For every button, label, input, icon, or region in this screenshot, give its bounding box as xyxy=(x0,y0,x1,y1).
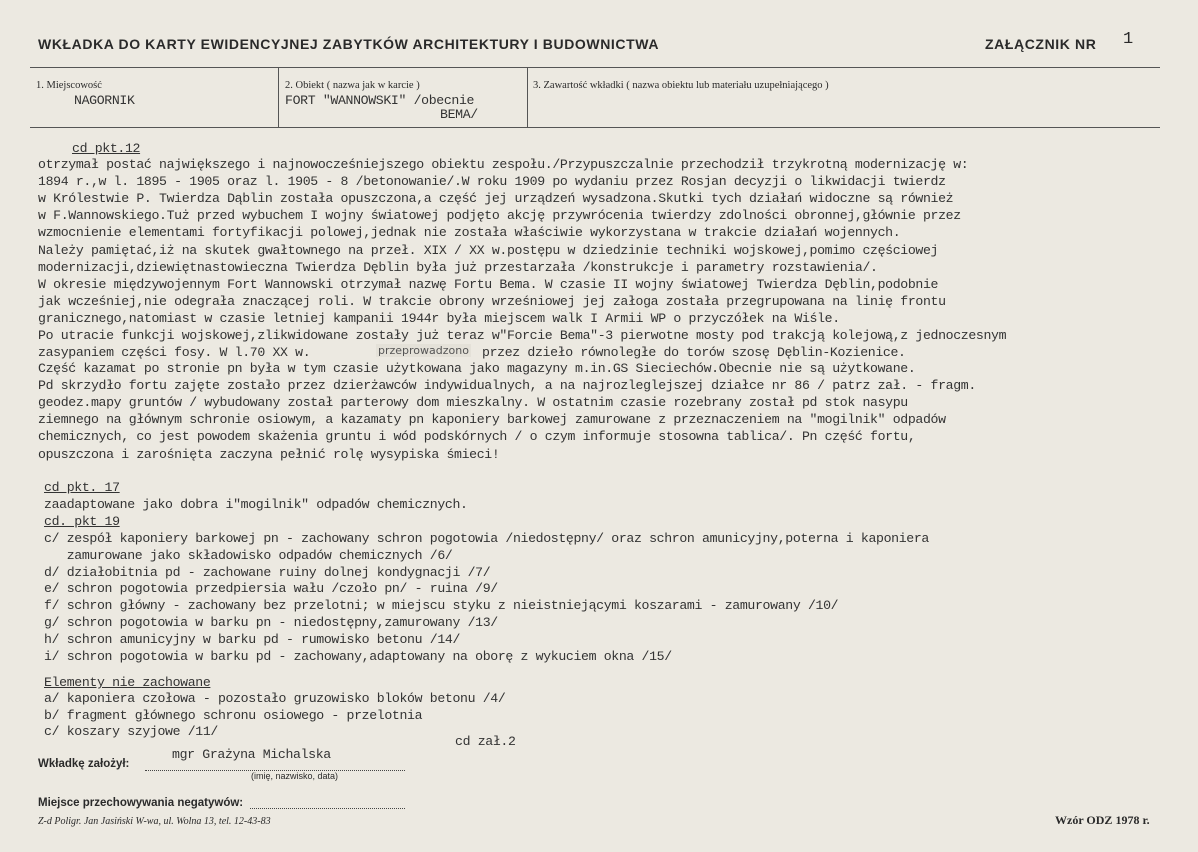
field-divider-2 xyxy=(527,67,528,127)
list-item: a/ kaponiera czołowa - pozostało gruzowisko bloków betonu /4/ xyxy=(44,691,506,706)
field-obiekt-value-line1: FORT "WANNOWSKI" /obecnie xyxy=(285,93,475,108)
text-line: 1894 r.,w l. 1895 - 1905 oraz l. 1905 - 8 /betonowanie/.W roku 1909 po wydaniu przez Rosjan decyzji o likwidacji twierdz xyxy=(38,174,946,190)
field-miejscowosc-label: 1. Miejscowość xyxy=(36,80,102,91)
list-item: d/ działobitnia pd - zachowane ruiny dolnej kondygnacji /7/ xyxy=(44,564,491,580)
text-line: w F.Wannowskiego.Tuż przed wybuchem I wojny światowej podjęto akcję przywrócenia twierdzy zdolności obronnej,głównie przez xyxy=(38,208,961,224)
text-line: Pd skrzydło fortu zajęte zostało przez dzierżawców indywidualnych, a na najrozleglejszej działce nr 86 / patrz zał. - fragm. xyxy=(38,378,976,394)
text-line: jak wcześniej,nie odegrała znaczącej roli. W trakcie obrony wrześniowej jej załoga została przegrupowana na linię frontu xyxy=(38,293,946,309)
field-obiekt-label: 2. Obiekt ( nazwa jak w karcie ) xyxy=(285,80,420,91)
section-heading-pkt12: cd pkt.12 xyxy=(72,141,141,156)
storage-dotted-line xyxy=(250,808,405,809)
storage-label: Miejsce przechowywania negatywów: xyxy=(38,797,244,809)
list-item: b/ fragment głównego schronu osiowego - przelotnia xyxy=(44,707,423,723)
list-item: e/ schron pogotowia przedpiersia wału /czoło pn/ - ruina /9/ xyxy=(44,581,498,597)
text-line: chemicznych, co jest powodem skażenia gruntu i wód podskórnych / o czym informuje stosowna tablica/. Pn część fortu, xyxy=(38,429,916,445)
field-zawartosc-label: 3. Zawartość wkładki ( nazwa obiektu lub materiału uzupełniającego ) xyxy=(533,80,829,91)
field-divider-1 xyxy=(278,67,279,127)
text-line: w Królestwie P. Twierdza Dąblin została opuszczona,a część jej urządzeń wysadzona.Skutki tych działań widoczne są również xyxy=(38,191,954,207)
pkt12-line-continuation: przez dzieło równoległe do torów szosę Dęblin-Kozienice. xyxy=(482,345,906,360)
handwritten-note: przeprowadzono xyxy=(378,344,469,357)
list-item: h/ schron amunicyjny w barku pd - rumowisko betonu /14/ xyxy=(44,631,461,647)
list-item: f/ schron główny - zachowany bez przelotni; w miejscu styku z nieistniejącymi koszarami - zamurowany /10/ xyxy=(44,598,839,614)
section-heading-pkt19: cd. pkt 19 xyxy=(44,514,120,529)
text-line: W okresie międzywojennym Fort Wannowski otrzymał nazwę Fortu Bema. W czasie II wojny światowej Twierdza Dęblin,podobnie xyxy=(38,276,939,292)
text-line: ziemnego na głównym schronie osiowym, a kazamaty pn kaponiery barkowej zamurowane z przeznaczeniem na "mogilnik" odpadów xyxy=(38,412,946,428)
text-line: geodez.mapy gruntów / wybudowany został parterowy dom mieszkalny. W ostatnim czasie rozebrany został pd stok nasypu xyxy=(38,395,908,411)
founder-value: mgr Grażyna Michalska xyxy=(172,747,331,762)
header-rule-top xyxy=(30,67,1160,68)
attachment-number: 1 xyxy=(1123,30,1134,49)
printer-info: Z-d Poligr. Jan Jasiński W-wa, ul. Wolna 13, tel. 12-43-83 xyxy=(38,816,271,827)
text-line: granicznego,natomiast w czasie letniej kampanii 1944r była miejscem walk I Armii WP o przyczółek na Wiśle. xyxy=(38,310,840,326)
text-line: otrzymał postać największego i najnowocześniejszego obiektu zespołu./Przypuszczalnie przechodził trzykrotną modernizację w: xyxy=(38,157,969,172)
section-heading-pkt17: cd pkt. 17 xyxy=(44,480,120,495)
text-line: Po utracie funkcji wojskowej,zlikwidowane zostały już teraz w"Forcie Bema"-3 pierwotne mosty pod trakcją kolejową,z jednoczesnym xyxy=(38,328,1007,343)
continuation-note: cd zał.2 xyxy=(455,734,516,749)
text-line: Należy pamiętać,iż na skutek gwałtownego na przeł. XIX / XX w.postępu w dziedzinie techniki wojskowej,pomimo częściowej xyxy=(38,242,939,258)
list-item: g/ schron pogotowia w barku pn - niedostępny,zamurowany /13/ xyxy=(44,615,498,630)
text-line: zasypaniem części fosy. W l.70 XX w. xyxy=(38,345,311,361)
founder-hint: (imię, nazwisko, data) xyxy=(251,771,339,781)
field-miejscowosc-value: NAGORNIK xyxy=(74,93,135,108)
attachment-label: ZAŁĄCZNIK NR xyxy=(985,36,1097,52)
header-rule-bottom xyxy=(30,127,1160,128)
pkt17-text: zaadaptowane jako dobra i"mogilnik" odpadów chemicznych. xyxy=(44,497,468,512)
list-item: c/ koszary szyjowe /11/ xyxy=(44,724,218,739)
text-line: Część kazamat po stronie pn była w tym czasie użytkowana jako magazyny m.in.GS Sieciechów.Obecnie nie są użytkowane. xyxy=(38,361,916,376)
text-line: wzmocnienie elementami fortyfikacji polowej,jednak nie została właściwie wykorzystana w trakcie działań wojennych. xyxy=(38,225,901,241)
section-heading-lost-elements: Elementy nie zachowane xyxy=(44,675,211,690)
founder-label: Wkładkę założył: xyxy=(38,758,130,770)
list-item: i/ schron pogotowia w barku pd - zachowany,adaptowany na oborę z wykuciem okna /15/ xyxy=(44,648,672,664)
list-item: zamurowane jako składowisko odpadów chemicznych /6/ xyxy=(44,547,453,563)
template-id: Wzór ODZ 1978 r. xyxy=(1055,813,1150,827)
field-obiekt-value-line2: BEMA/ xyxy=(440,107,478,122)
form-title: WKŁADKA DO KARTY EWIDENCYJNEJ ZABYTKÓW ARCHITEKTURY I BUDOWNICTWA xyxy=(38,36,660,52)
text-line: modernizacji,dziewiętnastowieczna Twierdza Dęblin była już przestarzała /konstrukcje i parametry rozstawienia/. xyxy=(38,259,878,275)
list-item: c/ zespół kaponiery barkowej pn - zachowany schron pogotowia /niedostępny/ oraz schron amunicyjny,poterna i kaponiera xyxy=(44,531,929,546)
text-line: opuszczona i zarośnięta zaczyna pełnić rolę wysypiska śmieci! xyxy=(38,446,500,462)
